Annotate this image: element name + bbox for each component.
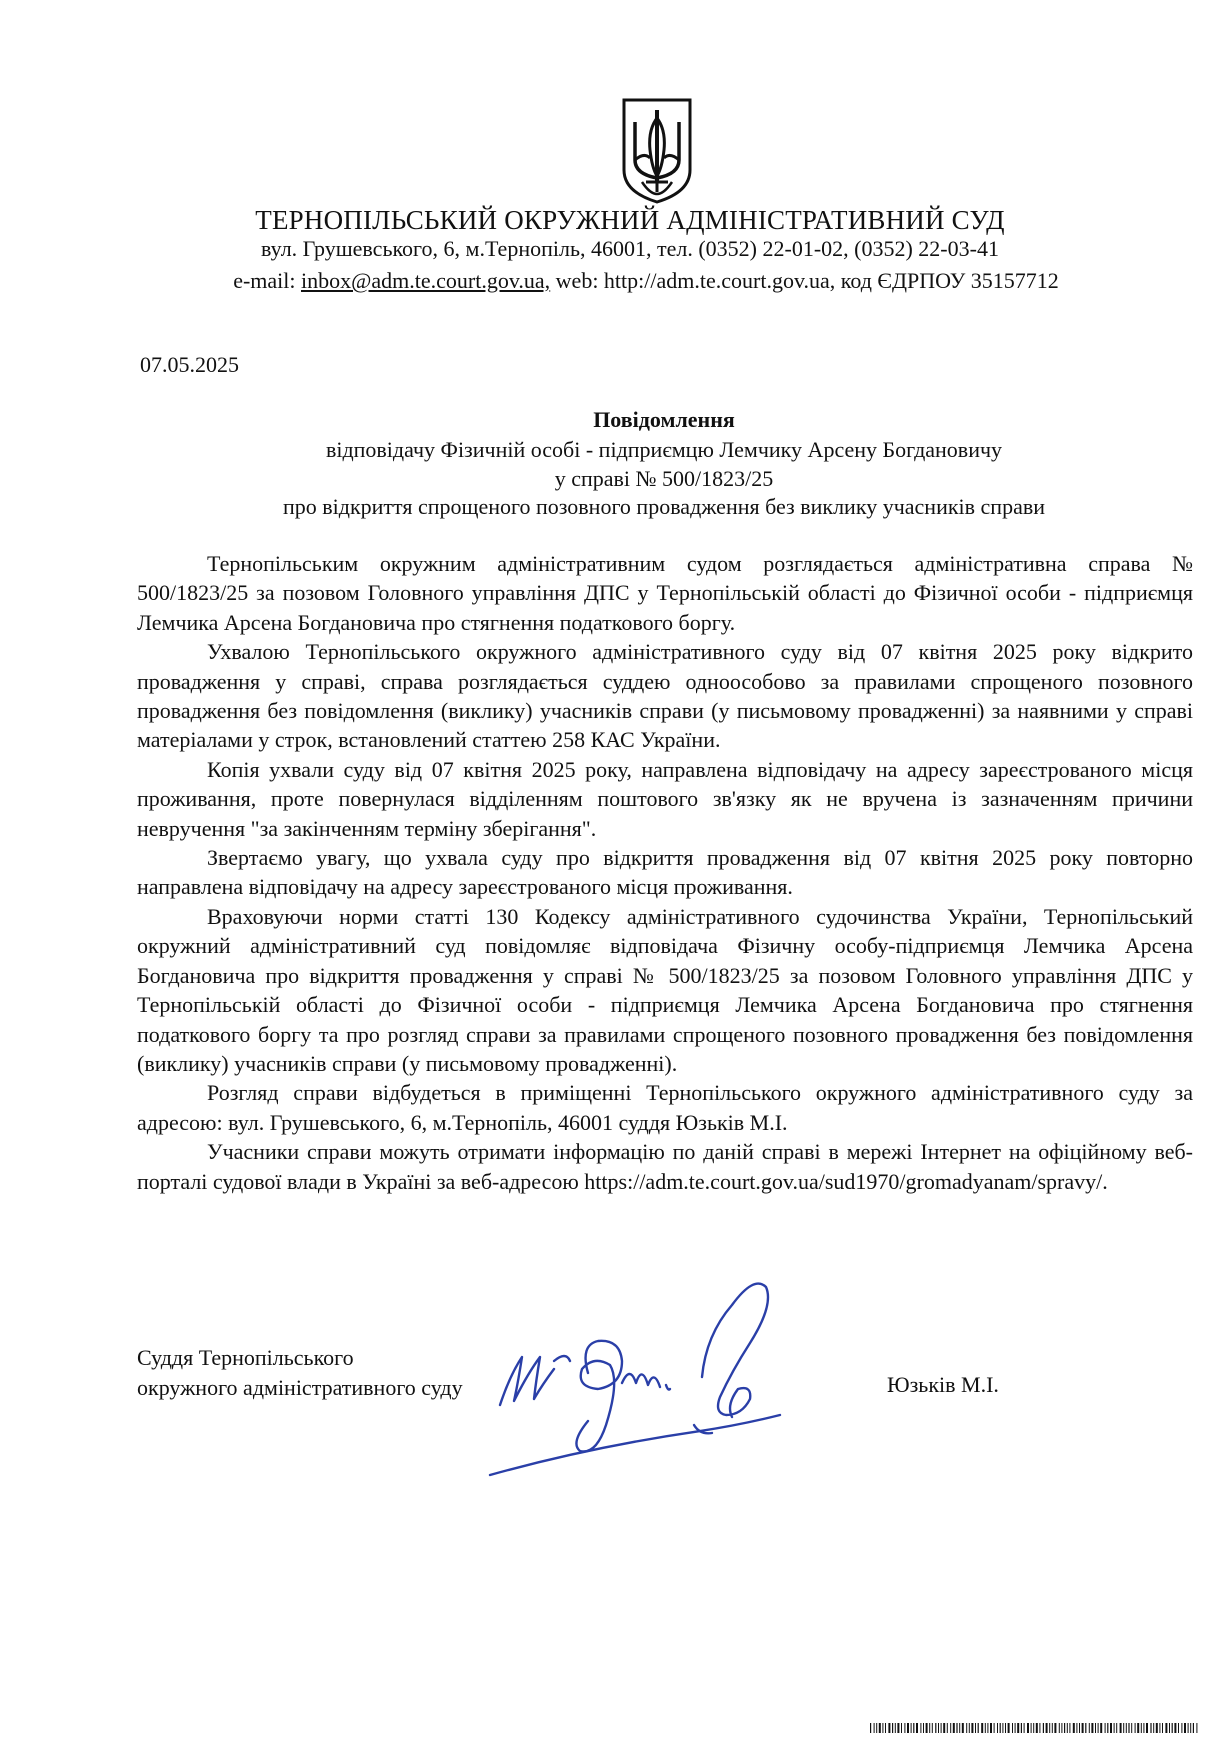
barcode-bar	[1079, 1723, 1080, 1733]
barcode-bar	[990, 1723, 992, 1733]
notice-recipient: відповідачу Фізичній особі - підприємцю Лемчику Арсену Богдановичу	[325, 437, 1003, 462]
barcode-bar	[1021, 1723, 1022, 1733]
barcode-bar	[1135, 1723, 1136, 1733]
barcode-bar	[962, 1723, 964, 1733]
barcode-bar	[935, 1723, 936, 1733]
barcode-bar	[938, 1723, 939, 1733]
court-address: вул. Грушевського, 6, м.Тернопіль, 46001, тел. (0352) 22-01-02, (0352) 22-03-41	[261, 236, 999, 261]
barcode-bar	[1141, 1723, 1142, 1733]
barcode-bar	[882, 1723, 883, 1733]
barcode-bar	[876, 1723, 877, 1733]
signatory-title-line2: окружного адміністративного суду	[137, 1375, 463, 1400]
barcode-bar	[1015, 1723, 1016, 1733]
barcode-bar	[1012, 1723, 1013, 1733]
barcode-bar	[987, 1723, 988, 1733]
barcode-bar	[1181, 1723, 1182, 1733]
barcode-bar	[1005, 1723, 1006, 1733]
barcode-bar	[1165, 1723, 1167, 1733]
barcode-bar	[926, 1723, 928, 1733]
barcode-bar	[1153, 1723, 1154, 1733]
notice-body	[137, 549, 1193, 1196]
barcode-bar	[1082, 1723, 1084, 1733]
barcode-bar	[1196, 1723, 1197, 1733]
barcode-bar	[971, 1723, 973, 1733]
barcode-bar	[1085, 1723, 1086, 1733]
barcode-bar	[1069, 1723, 1070, 1733]
barcode-bar	[1162, 1723, 1163, 1733]
email-prefix: e-mail:	[233, 268, 301, 293]
barcode-bar	[1178, 1723, 1179, 1733]
barcode-bar	[959, 1723, 960, 1733]
barcode-bar	[1049, 1723, 1050, 1733]
body-paragraph: Розгляд справи відбудеться в приміщенні Тернопільського окружного адміністративного суду за адресою: вул. Грушевського, 6, м.Тернопіль, 46001 суддя Юзьків М.І.	[137, 1080, 1193, 1135]
barcode-bar	[1137, 1723, 1139, 1733]
body-paragraph: Враховуючи норми статті 130 Кодексу адміністративного судочинства України, Тернопільський окружний адміністративний суд повідомляє відповідача Фізичну особу-підприємця Лемчика Арсена Богдановича про відкриття провадження у справі № 500/1823/25 за позовом Головного управління ДПС у Тернопільській області до Фізичної особи - підприємця Лемчика Арсена Богдановича про стягнення податкового боргу та про розгляд справи за правилами спрощеного позовного провадження без повідомлення (виклику) учасників справи (у письмовому провадженні).	[137, 903, 1193, 1076]
barcode-bar	[1169, 1723, 1170, 1733]
barcode-bar	[950, 1723, 951, 1733]
barcode-bar	[932, 1723, 933, 1733]
barcode-bar	[1033, 1723, 1034, 1733]
notice-case-number: у справі № 500/1823/25	[554, 466, 774, 491]
barcode-bar	[997, 1723, 998, 1733]
barcode-bar	[1036, 1723, 1038, 1733]
body-paragraph: Копія ухвали суду від 07 квітня 2025 року, направлена відповідачу на адресу зареєстрованого місця проживання, проте повернулася відділенням поштового зв'язку як не вручена із зазначенням причини невручення "за закінченням терміну зберігання".	[137, 756, 1193, 841]
barcode-bar	[895, 1723, 896, 1733]
barcode-bar	[1193, 1723, 1194, 1733]
barcode-bar	[1107, 1723, 1108, 1733]
barcode-bar	[913, 1723, 914, 1733]
barcode-bar	[923, 1723, 924, 1733]
handwritten-signature	[470, 1265, 830, 1480]
barcode-bar	[966, 1723, 967, 1733]
signatory-title	[137, 1343, 463, 1403]
barcode-bar	[1002, 1723, 1003, 1733]
coat-of-arms-icon	[620, 96, 694, 206]
signatory-name: Юзьків М.І.	[887, 1372, 999, 1397]
barcode-bar	[1105, 1723, 1106, 1733]
barcode-bar	[941, 1723, 942, 1733]
barcode-bar	[1098, 1723, 1099, 1733]
barcode-bar	[1000, 1723, 1001, 1733]
barcode-bar	[1143, 1723, 1144, 1733]
barcode-bar	[885, 1723, 886, 1733]
barcode-bar	[1150, 1723, 1151, 1733]
barcode-bar	[1073, 1723, 1075, 1733]
barcode-bar	[1043, 1723, 1044, 1733]
barcode-bar	[1067, 1723, 1068, 1733]
barcode-bar	[1064, 1723, 1065, 1733]
barcode-bar	[1190, 1723, 1191, 1733]
barcode-bar	[907, 1723, 909, 1733]
barcode-bar	[929, 1723, 930, 1733]
barcode-bar	[1120, 1723, 1122, 1733]
barcode-bar	[916, 1723, 918, 1733]
barcode-bar	[1008, 1723, 1010, 1733]
barcode-bar	[892, 1723, 893, 1733]
barcode-bar	[1184, 1723, 1186, 1733]
barcode-bar	[1128, 1723, 1129, 1733]
barcode-bar	[1174, 1723, 1176, 1733]
barcode-bar	[1089, 1723, 1090, 1733]
body-paragraph: Учасники справи можуть отримати інформацію по даній справі в мережі Інтернет на офіційному веб-порталі судової влади в Україні за веб-адресою https://adm.te.court.gov.ua/sud1970/gromadyanam/spravy/.	[137, 1139, 1193, 1194]
court-contacts	[30, 268, 1232, 294]
barcode-bar	[947, 1723, 948, 1733]
barcode-bar	[1126, 1723, 1127, 1733]
barcode-bar	[953, 1723, 955, 1733]
barcode-icon	[870, 1723, 1200, 1733]
barcode-bar	[874, 1723, 875, 1733]
web-and-code: web: http://adm.te.court.gov.ua, код ЄДРПОУ 35157712	[550, 268, 1059, 293]
body-paragraph: Звертаємо увагу, що ухвала суду про відкриття провадження від 07 квітня 2025 року повторно направлена відповідачу на адресу зареєстрованого місця проживання.	[137, 845, 1193, 900]
barcode-bar	[879, 1723, 881, 1733]
barcode-bar	[981, 1723, 983, 1733]
barcode-bar	[1110, 1723, 1112, 1733]
barcode-bar	[901, 1723, 902, 1733]
barcode-bar	[920, 1723, 921, 1733]
barcode-bar	[956, 1723, 957, 1733]
barcode-bar	[1188, 1723, 1189, 1733]
barcode-bar	[1095, 1723, 1096, 1733]
body-paragraph: Тернопільським окружним адміністративним судом розглядається адміністративна справа № 500/1823/25 за позовом Головного управління ДПС у Тернопільській області до Фізичної особи - підприємця Лемчика Арсена Богдановича про стягнення податкового боргу.	[137, 551, 1193, 635]
barcode-bar	[1091, 1723, 1093, 1733]
barcode-bar	[975, 1723, 976, 1733]
document-date: 07.05.2025	[140, 352, 239, 377]
barcode-bar	[1172, 1723, 1173, 1733]
barcode-bar	[1131, 1723, 1132, 1733]
barcode-bar	[985, 1723, 986, 1733]
barcode-bar	[994, 1723, 995, 1733]
barcode-bar	[1123, 1723, 1124, 1733]
barcode-bar	[1027, 1723, 1029, 1733]
barcode-bar	[1031, 1723, 1032, 1733]
body-paragraph: Ухвалою Тернопільського окружного адміністративного суду від 07 квітня 2025 року відкрито провадження у справі, справа розглядається суддею одноособово за правилами спрощеного позовного провадження без повідомлення (виклику) учасників справи (у письмовому провадженні) за наявними у справі матеріалами у строк, встановлений статтею 258 КАС України.	[137, 639, 1193, 753]
barcode-bar	[1146, 1723, 1148, 1733]
barcode-bar	[1156, 1723, 1158, 1733]
court-name: ТЕРНОПІЛЬСЬКИЙ ОКРУЖНИЙ АДМІНІСТРАТИВНИЙ СУД	[255, 205, 1005, 235]
barcode-bar	[870, 1723, 871, 1733]
barcode-bar	[897, 1723, 899, 1733]
barcode-bar	[1046, 1723, 1048, 1733]
signatory-title-line1: Суддя Тернопільського	[137, 1345, 354, 1370]
barcode-bar	[1076, 1723, 1077, 1733]
barcode-bar	[1017, 1723, 1019, 1733]
barcode-bar	[943, 1723, 945, 1733]
barcode-bar	[1024, 1723, 1025, 1733]
notice-title: Повідомлення	[593, 407, 735, 432]
barcode-bar	[1059, 1723, 1060, 1733]
barcode-bar	[1100, 1723, 1102, 1733]
barcode-bar	[1116, 1723, 1117, 1733]
email-link[interactable]: inbox@adm.te.court.gov.ua,	[301, 268, 551, 293]
barcode-bar	[1054, 1723, 1056, 1733]
barcode-bar	[1052, 1723, 1053, 1733]
barcode-bar	[978, 1723, 979, 1733]
barcode-bar	[888, 1723, 890, 1733]
barcode-bar	[969, 1723, 970, 1733]
barcode-bar	[1114, 1723, 1115, 1733]
barcode-bar	[904, 1723, 905, 1733]
barcode-bar	[1159, 1723, 1160, 1733]
barcode-bar	[1039, 1723, 1040, 1733]
barcode-bar	[911, 1723, 912, 1733]
barcode-bar	[1061, 1723, 1062, 1733]
notice-subject: про відкриття спрощеного позовного провадження без виклику учасників справи	[282, 494, 1046, 519]
